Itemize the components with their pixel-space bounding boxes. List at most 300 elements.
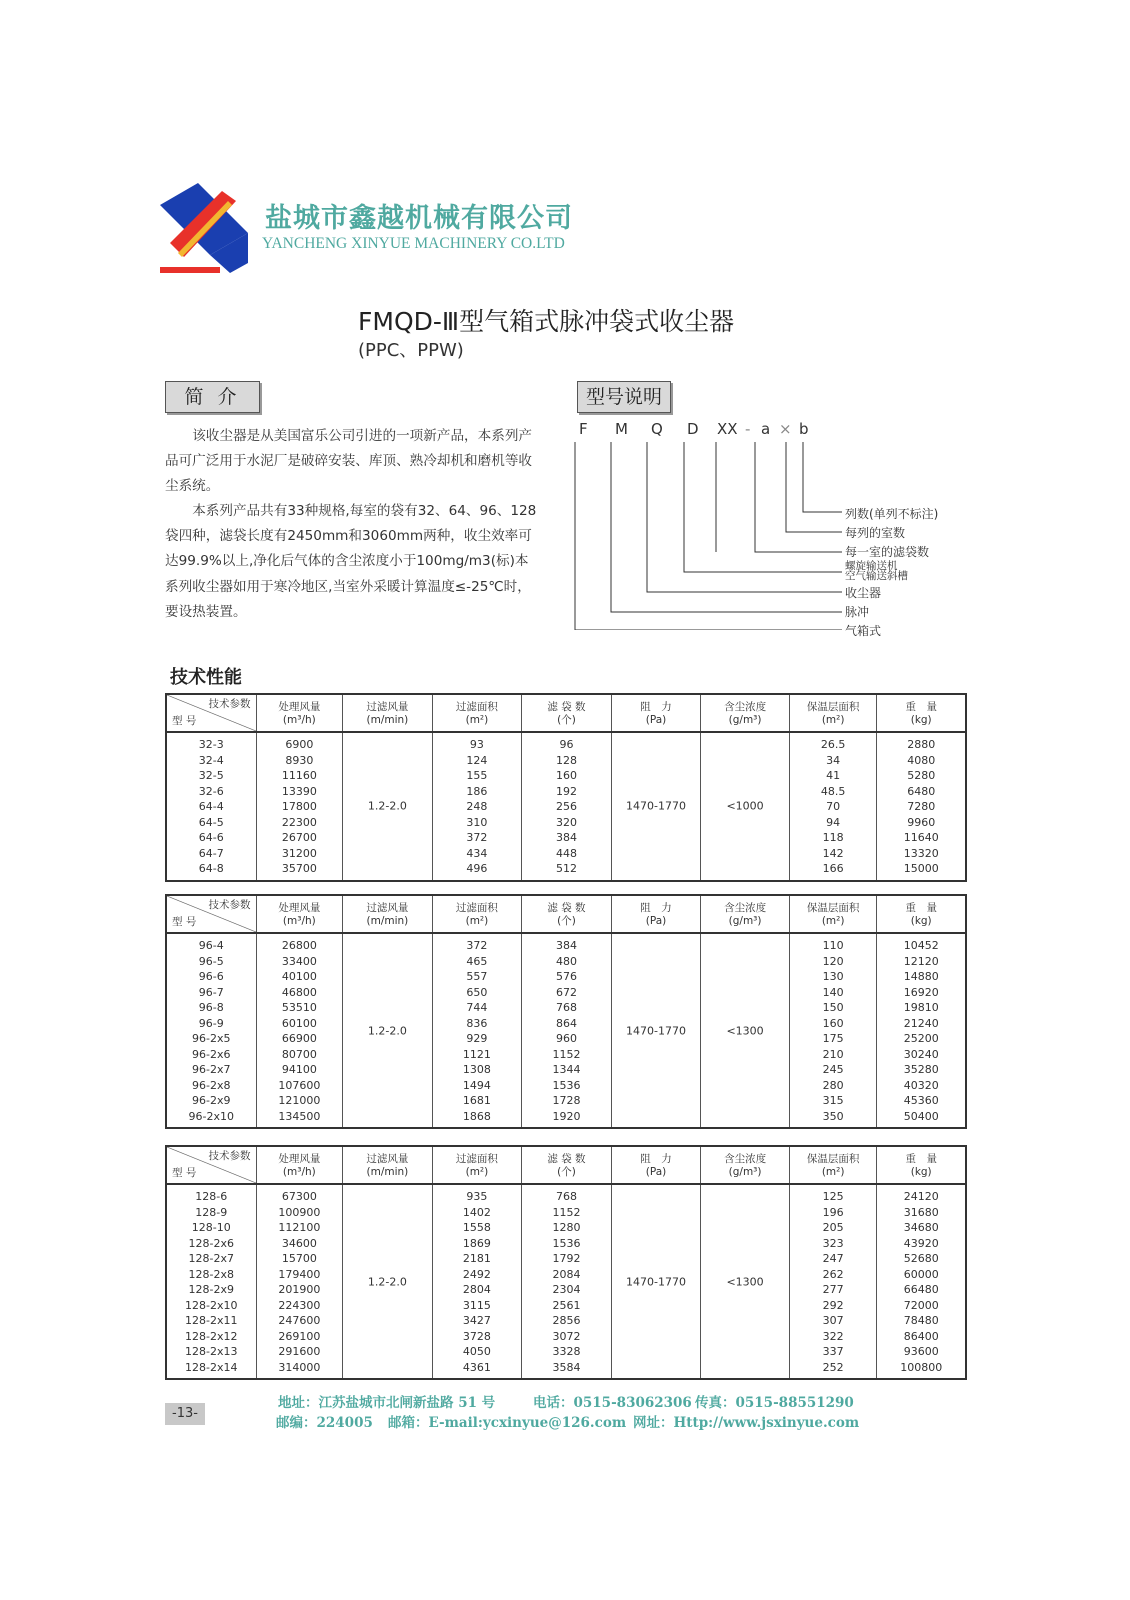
model-cell: 128-6 [195,1190,228,1203]
spacer [343,784,432,800]
area-cell: 3728 [462,1329,491,1343]
area-cell: 4050 [462,1345,491,1358]
airflow-cell: 201900 [278,1283,321,1296]
airflow-cell: 94100 [281,1063,317,1076]
area-cell: 372 [466,939,488,952]
model-cell: 128-2x6 [188,1236,235,1250]
area-cell: 2804 [462,1283,491,1296]
model-cell: 32-4 [198,753,224,767]
table-column-filter-speed [343,733,433,880]
insulation-cell: 166 [822,862,844,875]
spacer [343,1062,432,1078]
spacer [612,938,701,954]
model-letter: - [745,420,751,438]
header-corner-top: 技术参数 [208,698,251,710]
weight-cell: 13320 [903,846,939,860]
model-cell: 128-2x11 [185,1314,238,1327]
spacer [612,1109,701,1125]
header-corner-top: 技术参数 [208,899,251,911]
footer-website[interactable]: 网址：Http://www.jsxinyue.com [633,1415,860,1431]
weight-cell: 6480 [907,784,936,798]
area-cell: 186 [466,784,488,798]
insulation-cell: 142 [822,846,844,860]
model-cell: 96-5 [198,954,224,968]
insulation-cell: 323 [822,1236,844,1250]
footer-email[interactable]: 邮箱：E-mail:ycxinyue@126.com [388,1415,627,1431]
model-desc: 收尘器 [845,586,882,600]
area-cell: 650 [466,985,488,999]
bags-cell: 3584 [552,1360,581,1374]
header-corner-top: 技术参数 [208,1150,251,1162]
header-weight: 重 量 (kg) [905,902,937,927]
table-column-insulation [790,1185,878,1378]
product-title: FMQD-Ⅲ型气箱式脉冲袋式收尘器 [358,307,735,336]
table-column-filter-speed [343,1185,433,1378]
table-body [167,1185,965,1378]
dust-cell: <1000 [726,799,764,813]
insulation-cell: 150 [822,1001,844,1014]
model-desc: 脉冲 [845,605,870,619]
insulation-cell: 160 [822,1016,844,1030]
area-cell: 1869 [462,1236,491,1250]
spacer [612,737,701,753]
spacer [701,1078,789,1094]
bags-cell: 3072 [552,1329,581,1343]
insulation-cell: 292 [822,1298,844,1312]
model-cell: 32-3 [198,738,224,751]
spacer [701,753,789,769]
model-cell: 96-2x6 [192,1047,231,1061]
spacer [343,1000,432,1016]
bags-cell: 1920 [552,1109,581,1123]
header-filter-area: 过滤面积 (m²) [433,1147,523,1183]
table-column-weight [877,733,965,880]
insulation-cell: 262 [822,1267,844,1281]
area-cell: 1402 [462,1205,491,1219]
area-cell: 465 [466,954,488,968]
weight-cell: 35280 [903,1063,939,1076]
spacer [612,815,701,831]
model-desc: 气箱式 [845,624,882,638]
weight-cell: 40320 [903,1078,939,1092]
spec-table-32-64 [165,693,967,882]
airflow-cell: 15700 [281,1252,317,1265]
area-cell: 496 [466,862,488,875]
spacer [612,1251,701,1267]
airflow-cell: 107600 [278,1078,321,1092]
spacer [343,1360,432,1376]
model-cell: 64-7 [198,846,224,860]
model-cell: 128-2x9 [188,1283,235,1296]
table-header [167,695,965,733]
spacer [612,1000,701,1016]
area-cell: 744 [466,1001,488,1014]
bags-cell: 2856 [552,1314,581,1327]
spacer [343,1078,432,1094]
model-letter: XX [717,420,738,438]
weight-cell: 25200 [903,1032,939,1045]
table-column-dust [701,733,790,880]
spacer [612,1298,701,1314]
footer-phone: 电话：0515-83062306 [533,1395,692,1411]
weight-cell: 34680 [903,1221,939,1234]
header-bags: 滤 袋 数 (个) [522,695,612,731]
header-insulation: 保温层面积 (m²) [790,695,878,731]
model-cell: 128-9 [195,1205,228,1219]
company-name-en: YANCHENG XINYUE MACHINERY CO.LTD [262,235,565,252]
table-column-airflow [257,1185,344,1378]
insulation-cell: 245 [822,1063,844,1076]
model-cell: 64-6 [198,831,224,844]
header-dust: 含尘浓度 (g/m³) [701,695,790,731]
spacer [701,1298,789,1314]
resistance-cell: 1470-1770 [626,799,686,813]
bags-cell: 1152 [552,1205,581,1219]
table-column-airflow [257,733,344,880]
table-column-bags [522,934,612,1127]
table-column-area [433,934,523,1127]
airflow-cell: 224300 [278,1298,321,1312]
weight-cell: 14880 [903,970,939,983]
area-cell: 4361 [462,1360,491,1374]
spacer [701,1189,789,1205]
spacer [612,1360,701,1376]
weight-cell: 11640 [903,831,939,844]
insulation-cell: 350 [822,1109,844,1123]
model-cell: 128-2x8 [188,1267,235,1281]
bags-cell: 1344 [552,1063,581,1076]
header-insulation: 保温层面积 (m²) [790,896,878,932]
page-number: -13- [165,1403,205,1425]
spacer [612,985,701,1001]
header-filter-speed: 过滤风量 (m/min) [343,695,433,731]
weight-cell: 4080 [907,753,936,767]
dust-cell: <1300 [726,1274,764,1288]
spacer [701,954,789,970]
spacer [343,985,432,1001]
weight-cell: 16920 [903,985,939,999]
bags-cell: 1152 [552,1047,581,1061]
table-column-bags [522,733,612,880]
area-cell: 836 [466,1016,488,1030]
spacer [701,1313,789,1329]
header-corner [167,896,257,932]
resistance-cell: 1470-1770 [626,1023,686,1037]
header-bags: 滤 袋 数 (个) [522,1147,612,1183]
bags-cell: 1792 [552,1252,581,1265]
header-weight: 重 量 (kg) [905,1153,937,1178]
area-cell: 1681 [462,1094,491,1107]
spacer [701,815,789,831]
table-column-resistance [612,733,702,880]
spacer [343,1220,432,1236]
insulation-cell: 337 [822,1345,844,1358]
header-filter-speed: 过滤风量 (m/min) [343,1147,433,1183]
airflow-cell: 11160 [281,769,317,782]
spacer [612,753,701,769]
spacer [612,768,701,784]
airflow-cell: 35700 [281,862,317,875]
bags-cell: 864 [555,1016,577,1030]
model-desc: 每列的室数 [845,526,906,540]
spacer [343,1298,432,1314]
airflow-cell: 17800 [281,800,317,813]
area-cell: 93 [469,738,484,751]
table-column-weight [877,1185,965,1378]
spacer [701,1236,789,1252]
insulation-cell: 280 [822,1078,844,1092]
insulation-cell: 210 [822,1047,844,1061]
table-column-models [167,733,257,880]
footer-fax: 传真：0515-88551290 [695,1395,854,1411]
weight-cell: 43920 [903,1236,939,1250]
weight-cell: 31680 [903,1205,939,1219]
weight-cell: 86400 [903,1329,939,1343]
model-cell: 96-4 [198,939,224,952]
table-column-insulation [790,733,878,880]
bags-cell: 1536 [552,1236,581,1250]
model-cell: 96-2x9 [192,1094,231,1107]
weight-cell: 100800 [900,1360,943,1374]
bags-cell: 768 [555,1001,577,1014]
model-cell: 32-5 [198,769,224,782]
header-insulation: 保温层面积 (m²) [790,1147,878,1183]
table-body [167,934,965,1127]
spacer [343,1313,432,1329]
dust-cell: <1300 [726,1023,764,1037]
header-weight: 重 量 (kg) [905,701,937,726]
spacer [343,1047,432,1063]
area-cell: 1121 [462,1047,491,1061]
area-cell: 124 [466,753,488,767]
spacer [612,1236,701,1252]
spacer [701,1251,789,1267]
airflow-cell: 53510 [281,1001,317,1014]
intro-text [165,424,540,625]
airflow-cell: 179400 [278,1267,321,1281]
header-corner-bottom: 型 号 [172,715,197,727]
spacer [701,1047,789,1063]
area-cell: 557 [466,970,488,983]
spacer [343,815,432,831]
model-cell: 64-8 [198,862,224,875]
weight-cell: 93600 [903,1345,939,1358]
insulation-cell: 70 [826,800,841,813]
spacer [701,1360,789,1376]
spacer [343,846,432,862]
model-letter: a [761,420,771,438]
weight-cell: 45360 [903,1094,939,1107]
model-cell: 128-2x7 [188,1252,235,1265]
airflow-cell: 314000 [278,1360,321,1374]
model-cell: 96-2x10 [188,1109,235,1123]
bags-cell: 576 [555,970,577,983]
airflow-cell: 100900 [278,1205,321,1219]
insulation-cell: 322 [822,1329,844,1343]
weight-cell: 24120 [903,1190,939,1203]
insulation-cell: 48.5 [820,784,846,798]
bags-cell: 160 [555,769,577,782]
header-resistance: 阻 力 (Pa) [612,896,702,932]
header-airflow: 处理风量 (m³/h) [257,695,344,731]
table-column-area [433,733,523,880]
model-cell: 128-2x12 [185,1329,238,1343]
weight-cell: 10452 [903,939,939,952]
spacer [612,969,701,985]
insulation-cell: 315 [822,1094,844,1107]
model-cell: 32-6 [198,784,224,798]
area-cell: 434 [466,846,488,860]
spacer [701,1000,789,1016]
header-resistance: 阻 力 (Pa) [612,695,702,731]
spacer [612,1220,701,1236]
bags-cell: 320 [555,815,577,829]
table-column-dust [701,1185,790,1378]
airflow-cell: 46800 [281,985,317,999]
table-body [167,733,965,880]
spacer [701,938,789,954]
table-column-resistance [612,934,702,1127]
bags-cell: 2084 [552,1267,581,1281]
spacer [701,1062,789,1078]
bags-cell: 384 [555,939,577,952]
spacer [612,1205,701,1221]
spacer [612,830,701,846]
header-filter-area: 过滤面积 (m²) [433,896,523,932]
table-column-models [167,1185,257,1378]
airflow-cell: 121000 [278,1094,321,1107]
bags-cell: 384 [555,831,577,844]
bags-cell: 96 [559,738,574,751]
spacer [701,861,789,877]
airflow-cell: 33400 [281,954,317,968]
footer-address: 地址：江苏盐城市北闸新盐路 51 号 [278,1395,496,1411]
spacer [343,768,432,784]
bags-cell: 448 [555,846,577,860]
bags-cell: 1280 [552,1221,581,1234]
airflow-cell: 22300 [281,815,317,829]
spacer [701,1093,789,1109]
area-cell: 3115 [462,1298,491,1312]
airflow-cell: 26700 [281,831,317,844]
spacer [343,1205,432,1221]
model-cell: 96-9 [198,1016,224,1030]
bags-cell: 512 [555,862,577,875]
spacer [343,1236,432,1252]
spacer [343,1093,432,1109]
model-desc: 列数(单列不标注) [845,507,939,521]
spacer [701,1344,789,1360]
table-column-area [433,1185,523,1378]
spacer [612,1329,701,1345]
spacer [343,830,432,846]
model-cell: 64-4 [198,800,224,813]
header-filter-area: 过滤面积 (m²) [433,695,523,731]
company-logo [160,183,248,273]
table-column-models [167,934,257,1127]
spacer [343,861,432,877]
airflow-cell: 112100 [278,1221,321,1234]
airflow-cell: 60100 [281,1016,317,1030]
spacer [612,1313,701,1329]
bags-cell: 480 [555,954,577,968]
model-letter: Q [651,420,663,438]
model-desc: 螺旋输送机 [845,560,898,572]
table-column-weight [877,934,965,1127]
insulation-cell: 175 [822,1032,844,1045]
spacer [701,1205,789,1221]
insulation-cell: 247 [822,1252,844,1265]
airflow-cell: 247600 [278,1314,321,1327]
area-cell: 929 [466,1032,488,1045]
insulation-cell: 41 [826,769,841,782]
model-cell: 128-10 [191,1221,231,1234]
area-cell: 2492 [462,1267,491,1281]
bags-cell: 192 [555,784,577,798]
spacer [343,1109,432,1125]
header-corner-bottom: 型 号 [172,916,197,928]
area-cell: 310 [466,815,488,829]
model-cell: 96-2x5 [192,1032,231,1045]
spacer [701,985,789,1001]
product-subtitle: (PPC、PPW) [358,340,464,361]
spacer [343,969,432,985]
airflow-cell: 6900 [285,738,314,751]
table-column-resistance [612,1185,702,1378]
table-column-bags [522,1185,612,1378]
insulation-cell: 120 [822,954,844,968]
area-cell: 155 [466,769,488,782]
airflow-cell: 67300 [281,1190,317,1203]
spacer [701,846,789,862]
spacer [612,1078,701,1094]
area-cell: 2181 [462,1252,491,1265]
weight-cell: 52680 [903,1252,939,1265]
airflow-cell: 269100 [278,1329,321,1343]
model-cell: 128-2x10 [185,1298,238,1312]
header-airflow: 处理风量 (m³/h) [257,1147,344,1183]
insulation-cell: 252 [822,1360,844,1374]
bags-cell: 2561 [552,1298,581,1312]
insulation-cell: 277 [822,1283,844,1296]
spacer [701,737,789,753]
bags-cell: 128 [555,753,577,767]
airflow-cell: 31200 [281,846,317,860]
model-diagram-lines [560,440,850,630]
spacer [612,1189,701,1205]
bags-cell: 960 [555,1032,577,1045]
bags-cell: 768 [555,1190,577,1203]
spacer [701,969,789,985]
weight-cell: 15000 [903,862,939,875]
area-cell: 1868 [462,1109,491,1123]
spec-table-96 [165,894,967,1129]
bags-cell: 3328 [552,1345,581,1358]
model-cell: 96-8 [198,1001,224,1014]
table-column-insulation [790,934,878,1127]
intro-heading: 简介 [165,381,260,413]
area-cell: 1308 [462,1063,491,1076]
model-letter: × [779,420,792,438]
table-header [167,1147,965,1185]
header-dust: 含尘浓度 (g/m³) [701,896,790,932]
weight-cell: 30240 [903,1047,939,1061]
bags-cell: 672 [555,985,577,999]
airflow-cell: 80700 [281,1047,317,1061]
model-cell: 128-2x14 [185,1360,238,1374]
weight-cell: 21240 [903,1016,939,1030]
spacer [612,846,701,862]
